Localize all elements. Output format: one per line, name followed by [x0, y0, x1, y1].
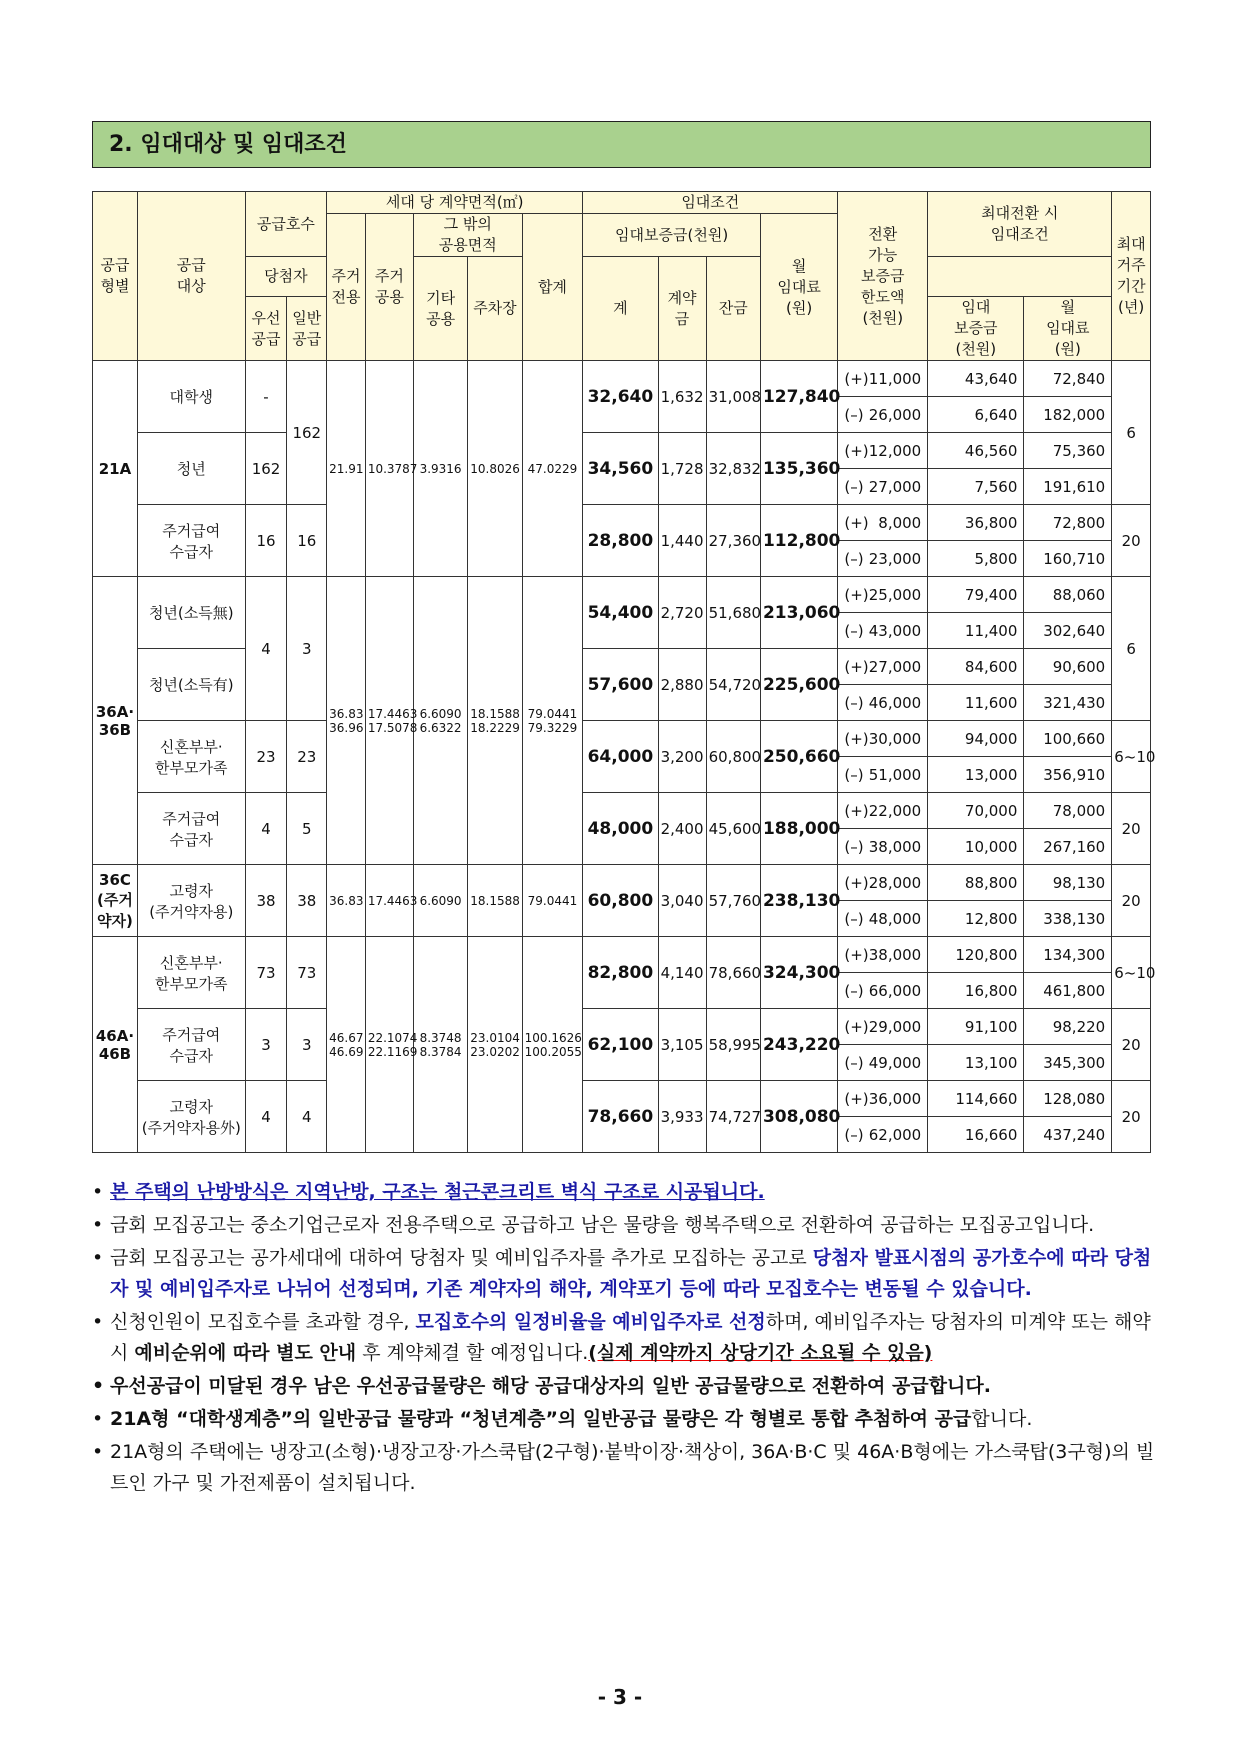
minus-deposit-cell: 7,560 [928, 469, 1024, 505]
period-cell: 6 [1112, 577, 1151, 721]
plus-deposit-cell: 46,560 [928, 433, 1024, 469]
area-parking-cell: 18.1588 18.2229 [468, 577, 522, 865]
contract-fee-cell: 3,105 [658, 1009, 706, 1081]
header-exclusive: 주거 전용 [327, 214, 366, 361]
period-cell: 6~10 [1112, 721, 1151, 793]
note-priority: • 우선공급이 미달된 경우 남은 우선공급물량은 해당 공급대상자의 일반 공급물량으로 전환하여 공급합니다. [92, 1371, 1162, 1402]
contract-fee-cell: 1,632 [658, 361, 706, 433]
area-exclusive-cell: 46.67 46.69 [327, 937, 366, 1153]
balance-cell: 32,832 [706, 433, 760, 505]
plus-deposit-cell: 70,000 [928, 793, 1024, 829]
plus-limit-cell: (+) 25,000 [838, 577, 928, 613]
balance-cell: 60,800 [706, 721, 760, 793]
priority-cell: 162 [245, 433, 287, 505]
header-balance: 잔금 [706, 257, 760, 361]
area-parking-cell: 23.0104 23.0202 [468, 937, 522, 1153]
target-cell: 청년(소득無) [137, 577, 245, 649]
general-cell: 3 [287, 1009, 327, 1081]
balance-cell: 51,680 [706, 577, 760, 649]
header-deposit-total: 계 [583, 257, 658, 361]
plus-limit-cell: (+) 29,000 [838, 1009, 928, 1045]
minus-monthly-cell: 182,000 [1024, 397, 1112, 433]
minus-limit-cell: (–) 38,000 [838, 829, 928, 865]
minus-limit-cell: (–) 62,000 [838, 1117, 928, 1153]
header-max-monthly: 월 임대료 (원) [1024, 297, 1112, 361]
area-parking-cell: 18.1588 [468, 865, 522, 937]
minus-deposit-cell: 13,000 [928, 757, 1024, 793]
monthly-rent-cell: 225,600 [760, 649, 837, 721]
contract-fee-cell: 2,720 [658, 577, 706, 649]
minus-monthly-cell: 338,130 [1024, 901, 1112, 937]
area-shared-cell: 17.4463 [365, 865, 413, 937]
period-cell: 20 [1112, 793, 1151, 865]
priority-cell: 4 [245, 793, 287, 865]
plus-deposit-cell: 84,600 [928, 649, 1024, 685]
minus-limit-cell: (–) 26,000 [838, 397, 928, 433]
balance-cell: 45,600 [706, 793, 760, 865]
minus-deposit-cell: 11,400 [928, 613, 1024, 649]
monthly-rent-cell: 238,130 [760, 865, 837, 937]
monthly-rent-cell: 135,360 [760, 433, 837, 505]
note-conversion: • 금회 모집공고는 중소기업근로자 전용주택으로 공급하고 남은 물량을 행복주택으로 전환하여 공급하는 모집공고입니다. [92, 1210, 1162, 1241]
note-heating: • 본 주택의 난방방식은 지역난방, 구조는 철근콘크리트 벽식 구조로 시공됩니다. [92, 1177, 1162, 1208]
area-total-cell: 79.0441 [522, 865, 583, 937]
minus-monthly-cell: 302,640 [1024, 613, 1112, 649]
header-shared: 주거 공용 [365, 214, 413, 361]
minus-monthly-cell: 267,160 [1024, 829, 1112, 865]
deposit-cell: 57,600 [583, 649, 658, 721]
deposit-cell: 64,000 [583, 721, 658, 793]
plus-deposit-cell: 114,660 [928, 1081, 1024, 1117]
area-other-cell: 6.6090 6.6322 [413, 577, 467, 865]
header-deposit-group: 임대보증금(천원) [583, 214, 761, 257]
minus-deposit-cell: 5,800 [928, 541, 1024, 577]
balance-cell: 54,720 [706, 649, 760, 721]
plus-deposit-cell: 91,100 [928, 1009, 1024, 1045]
header-total-area: 합계 [522, 214, 583, 361]
header-rent-group: 임대조건 [583, 192, 838, 214]
contract-fee-cell: 1,728 [658, 433, 706, 505]
header-max-deposit: 임대 보증금 (천원) [928, 297, 1024, 361]
deposit-cell: 34,560 [583, 433, 658, 505]
minus-limit-cell: (–) 51,000 [838, 757, 928, 793]
contract-fee-cell: 4,140 [658, 937, 706, 1009]
target-cell: 청년 [137, 433, 245, 505]
priority-cell: 73 [245, 937, 287, 1009]
plus-monthly-cell: 88,060 [1024, 577, 1112, 613]
header-target: 공급 대상 [137, 192, 245, 361]
deposit-cell: 78,660 [583, 1081, 658, 1153]
rental-conditions-table [92, 191, 1156, 1153]
area-parking-cell: 10.8026 [468, 361, 522, 577]
contract-fee-cell: 2,400 [658, 793, 706, 865]
minus-monthly-cell: 345,300 [1024, 1045, 1112, 1081]
plus-deposit-cell: 94,000 [928, 721, 1024, 757]
plus-monthly-cell: 72,840 [1024, 361, 1112, 397]
minus-deposit-cell: 16,800 [928, 973, 1024, 1009]
contract-fee-cell: 3,200 [658, 721, 706, 793]
minus-monthly-cell: 356,910 [1024, 757, 1112, 793]
area-shared-cell: 17.4463 17.5078 [365, 577, 413, 865]
target-cell: 주거급여 수급자 [137, 793, 245, 865]
plus-monthly-cell: 100,660 [1024, 721, 1112, 757]
plus-limit-cell: (+) 28,000 [838, 865, 928, 901]
note-vacancy: • 금회 모집공고는 공가세대에 대하여 당첨자 및 예비입주자를 추가로 모집하는 공고로 당첨자 발표시점의 공가호수에 따라 당첨자 및 예비입주자로 나뉘어 선정되며, 기존 계약자의 해약, 계약포기 등에 따라 모집호수는 변동될 수 있습니다. [92, 1243, 1162, 1305]
plus-monthly-cell: 134,300 [1024, 937, 1112, 973]
supply-type-cell: 36C (주거 약자) [93, 865, 138, 937]
area-shared-cell: 10.3787 [365, 361, 413, 577]
plus-limit-cell: (+) 11,000 [838, 361, 928, 397]
header-priority: 우선 공급 [245, 297, 287, 361]
notes-list [92, 1177, 1162, 1501]
target-cell: 대학생 [137, 361, 245, 433]
area-other-cell: 6.6090 [413, 865, 467, 937]
minus-monthly-cell: 461,800 [1024, 973, 1112, 1009]
header-convertible-limit: 전환 가능 보증금 한도액 (천원) [838, 192, 928, 361]
supply-type-cell: 36A· 36B [93, 577, 138, 865]
minus-deposit-cell: 16,660 [928, 1117, 1024, 1153]
deposit-cell: 32,640 [583, 361, 658, 433]
area-other-cell: 3.9316 [413, 361, 467, 577]
plus-limit-cell: (+) 36,000 [838, 1081, 928, 1117]
minus-limit-cell: (–) 48,000 [838, 901, 928, 937]
period-cell: 20 [1112, 1009, 1151, 1081]
deposit-cell: 60,800 [583, 865, 658, 937]
header-general: 일반 공급 [287, 297, 327, 361]
period-cell: 6 [1112, 361, 1151, 505]
target-cell: 주거급여 수급자 [137, 1009, 245, 1081]
plus-deposit-cell: 120,800 [928, 937, 1024, 973]
area-total-cell: 47.0229 [522, 361, 583, 577]
priority-cell: 4 [245, 577, 287, 721]
header-winners: 당첨자 [245, 257, 327, 297]
period-cell: 20 [1112, 1081, 1151, 1153]
area-total-cell: 100.1626 100.2055 [522, 937, 583, 1153]
monthly-rent-cell: 308,080 [760, 1081, 837, 1153]
header-blank [928, 257, 1112, 297]
header-contract-fee: 계약금 [658, 257, 706, 361]
balance-cell: 78,660 [706, 937, 760, 1009]
minus-monthly-cell: 160,710 [1024, 541, 1112, 577]
monthly-rent-cell: 250,660 [760, 721, 837, 793]
minus-limit-cell: (–) 23,000 [838, 541, 928, 577]
balance-cell: 31,008 [706, 361, 760, 433]
plus-deposit-cell: 43,640 [928, 361, 1024, 397]
deposit-cell: 48,000 [583, 793, 658, 865]
minus-limit-cell: (–) 46,000 [838, 685, 928, 721]
section-title: 2. 임대대상 및 임대조건 [92, 121, 1151, 168]
header-other-shared: 그 밖의 공용면적 [413, 214, 522, 257]
priority-cell: 16 [245, 505, 287, 577]
contract-fee-cell: 2,880 [658, 649, 706, 721]
monthly-rent-cell: 213,060 [760, 577, 837, 649]
minus-monthly-cell: 191,610 [1024, 469, 1112, 505]
plus-deposit-cell: 88,800 [928, 865, 1024, 901]
general-cell: 16 [287, 505, 327, 577]
area-exclusive-cell: 36.83 36.96 [327, 577, 366, 865]
minus-deposit-cell: 13,100 [928, 1045, 1024, 1081]
general-cell: 5 [287, 793, 327, 865]
monthly-rent-cell: 112,800 [760, 505, 837, 577]
plus-limit-cell: (+) 8,000 [838, 505, 928, 541]
plus-deposit-cell: 79,400 [928, 577, 1024, 613]
contract-fee-cell: 3,040 [658, 865, 706, 937]
period-cell: 20 [1112, 865, 1151, 937]
header-parking: 주차장 [468, 257, 522, 361]
target-cell: 신혼부부· 한부모가족 [137, 937, 245, 1009]
deposit-cell: 82,800 [583, 937, 658, 1009]
priority-cell: 3 [245, 1009, 287, 1081]
period-cell: 20 [1112, 505, 1151, 577]
balance-cell: 27,360 [706, 505, 760, 577]
minus-limit-cell: (–) 43,000 [838, 613, 928, 649]
target-cell: 고령자 (주거약자용外) [137, 1081, 245, 1153]
plus-monthly-cell: 98,220 [1024, 1009, 1112, 1045]
general-cell: 73 [287, 937, 327, 1009]
target-cell: 고령자 (주거약자용) [137, 865, 245, 937]
target-cell: 주거급여 수급자 [137, 505, 245, 577]
target-cell: 청년(소득有) [137, 649, 245, 721]
monthly-rent-cell: 324,300 [760, 937, 837, 1009]
header-other: 기타 공용 [413, 257, 467, 361]
minus-monthly-cell: 321,430 [1024, 685, 1112, 721]
contract-fee-cell: 1,440 [658, 505, 706, 577]
priority-cell: 23 [245, 721, 287, 793]
header-supply-type: 공급 형별 [93, 192, 138, 361]
area-exclusive-cell: 36.83 [327, 865, 366, 937]
general-cell: 38 [287, 865, 327, 937]
note-reserve: • 신청인원이 모집호수를 초과할 경우, 모집호수의 일정비율을 예비입주자로 선정하며, 예비입주자는 당첨자의 미계약 또는 해약 시 예비순위에 따라 별도 안내 후 계약체결 할 예정입니다.(실제 계약까지 상당기간 소요될 수 있음) [92, 1307, 1162, 1369]
priority-cell: 4 [245, 1081, 287, 1153]
area-exclusive-cell: 21.91 [327, 361, 366, 577]
deposit-cell: 28,800 [583, 505, 658, 577]
deposit-cell: 54,400 [583, 577, 658, 649]
plus-monthly-cell: 78,000 [1024, 793, 1112, 829]
area-shared-cell: 22.1074 22.1169 [365, 937, 413, 1153]
general-cell: 4 [287, 1081, 327, 1153]
minus-deposit-cell: 12,800 [928, 901, 1024, 937]
general-cell: 3 [287, 577, 327, 721]
target-cell: 신혼부부· 한부모가족 [137, 721, 245, 793]
area-other-cell: 8.3748 8.3784 [413, 937, 467, 1153]
header-monthly-rent: 월 임대료 (원) [760, 214, 837, 361]
header-max-conversion: 최대전환 시 임대조건 [928, 192, 1112, 257]
header-supply-units: 공급호수 [245, 192, 327, 257]
note-lottery: • 21A형 “대학생계층”의 일반공급 물량과 “청년계층”의 일반공급 물량은 각 형별로 통합 추첨하여 공급합니다. [92, 1404, 1162, 1435]
balance-cell: 74,727 [706, 1081, 760, 1153]
general-cell: 162 [287, 361, 327, 505]
deposit-cell: 62,100 [583, 1009, 658, 1081]
priority-cell: - [245, 361, 287, 433]
plus-limit-cell: (+) 27,000 [838, 649, 928, 685]
page-number: - 3 - [597, 1685, 643, 1709]
header-max-period: 최대 거주 기간 (년) [1112, 192, 1151, 361]
supply-type-cell: 46A· 46B [93, 937, 138, 1153]
plus-monthly-cell: 98,130 [1024, 865, 1112, 901]
priority-cell: 38 [245, 865, 287, 937]
plus-monthly-cell: 75,360 [1024, 433, 1112, 469]
general-cell: 23 [287, 721, 327, 793]
monthly-rent-cell: 188,000 [760, 793, 837, 865]
plus-monthly-cell: 90,600 [1024, 649, 1112, 685]
plus-limit-cell: (+) 22,000 [838, 793, 928, 829]
minus-deposit-cell: 6,640 [928, 397, 1024, 433]
area-total-cell: 79.0441 79.3229 [522, 577, 583, 865]
balance-cell: 58,995 [706, 1009, 760, 1081]
monthly-rent-cell: 243,220 [760, 1009, 837, 1081]
period-cell: 6~10 [1112, 937, 1151, 1009]
plus-monthly-cell: 72,800 [1024, 505, 1112, 541]
header-area-group: 세대 당 계약면적(㎡) [327, 192, 583, 214]
plus-monthly-cell: 128,080 [1024, 1081, 1112, 1117]
minus-limit-cell: (–) 66,000 [838, 973, 928, 1009]
minus-limit-cell: (–) 49,000 [838, 1045, 928, 1081]
minus-monthly-cell: 437,240 [1024, 1117, 1112, 1153]
monthly-rent-cell: 127,840 [760, 361, 837, 433]
balance-cell: 57,760 [706, 865, 760, 937]
minus-limit-cell: (–) 27,000 [838, 469, 928, 505]
supply-type-cell: 21A [93, 361, 138, 577]
plus-limit-cell: (+) 30,000 [838, 721, 928, 757]
plus-deposit-cell: 36,800 [928, 505, 1024, 541]
minus-deposit-cell: 11,600 [928, 685, 1024, 721]
minus-deposit-cell: 10,000 [928, 829, 1024, 865]
plus-limit-cell: (+) 38,000 [838, 937, 928, 973]
plus-limit-cell: (+) 12,000 [838, 433, 928, 469]
contract-fee-cell: 3,933 [658, 1081, 706, 1153]
note-builtin: • 21A형의 주택에는 냉장고(소형)·냉장고장·가스쿡탑(2구형)·붙박이장·책상이, 36A·B·C 및 46A·B형에는 가스쿡탑(3구형)의 빌트인 가구 및 가전제품이 설치됩니다. [92, 1437, 1162, 1499]
